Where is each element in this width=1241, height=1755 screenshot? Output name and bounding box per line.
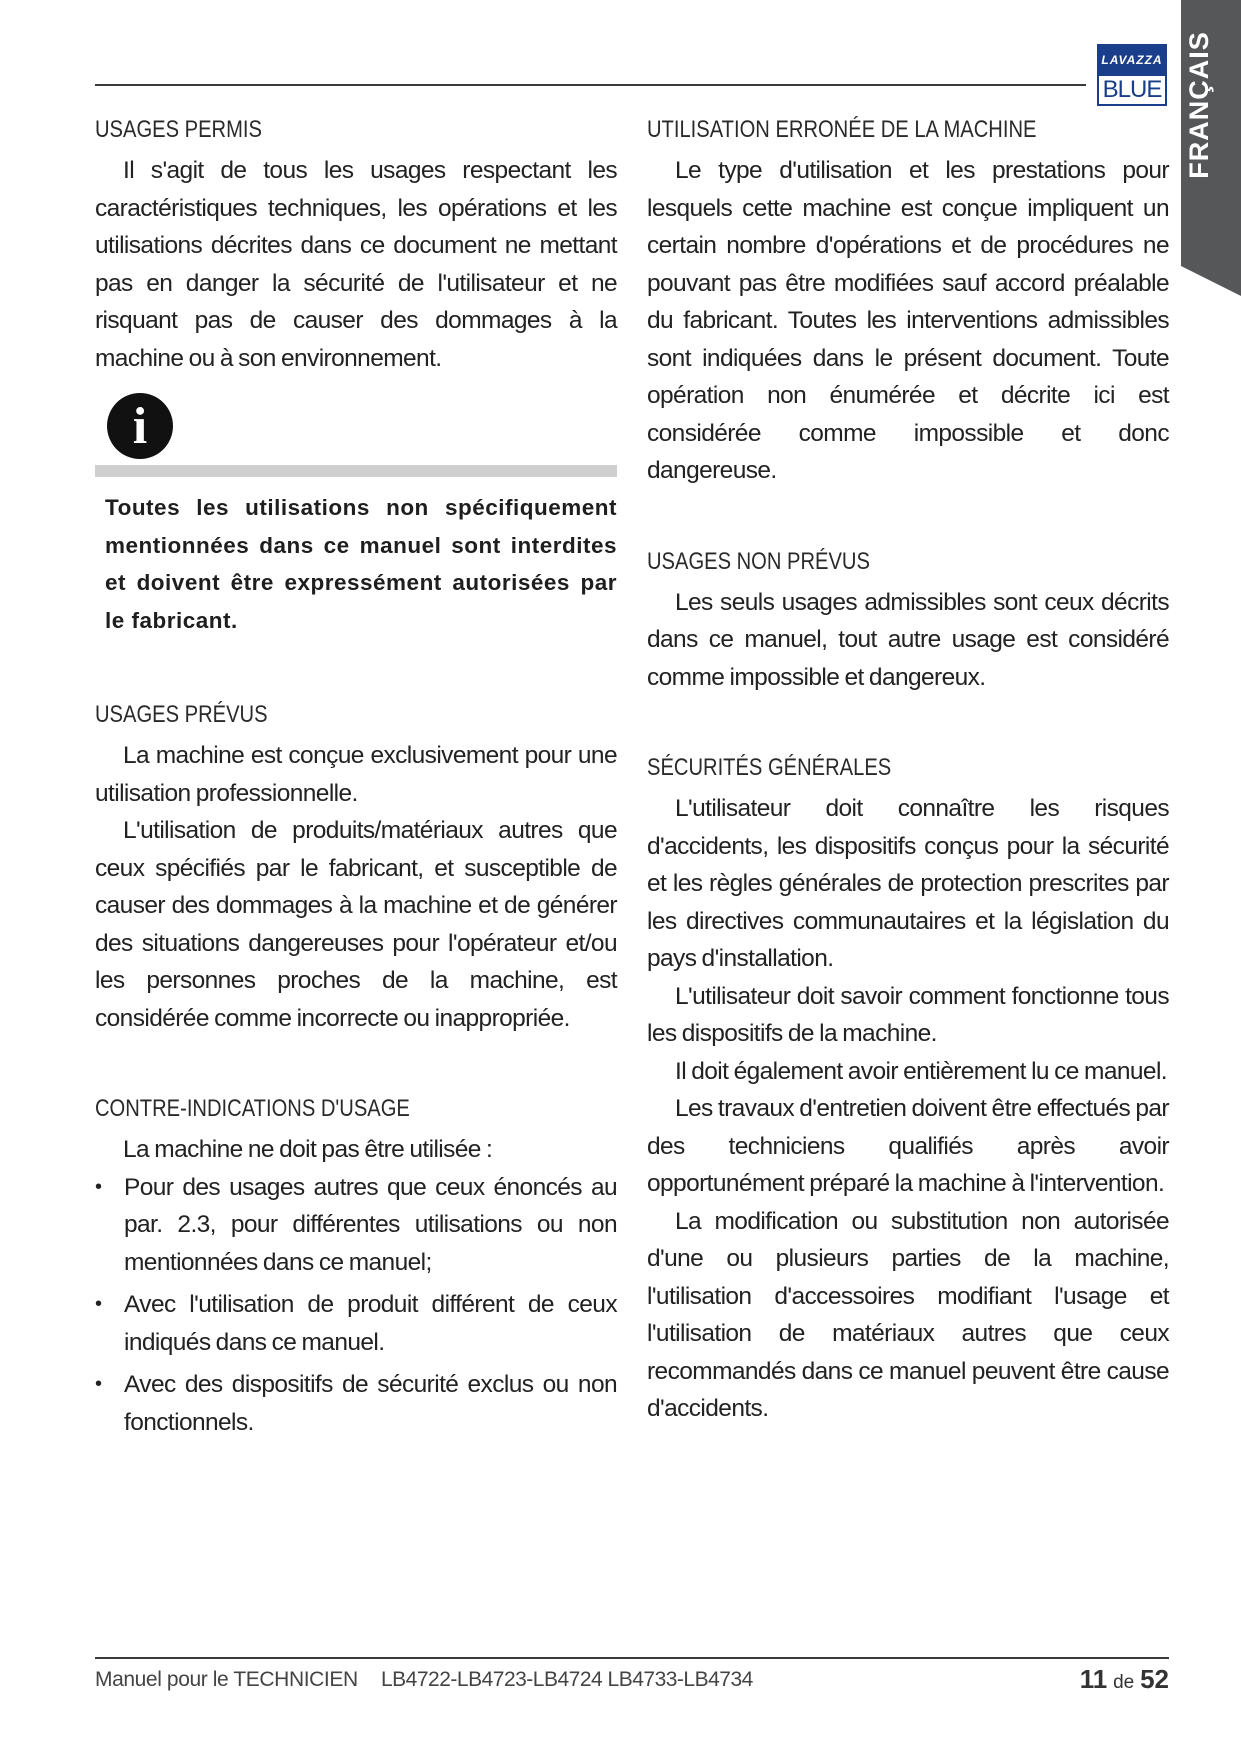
section-title: CONTRE-INDICATIONS D'USAGE xyxy=(95,1095,410,1122)
section-title: USAGES PERMIS xyxy=(95,116,262,143)
logo-wordmark: LAVAZZA xyxy=(1097,44,1167,76)
logo-blue-text: BLUE xyxy=(1097,76,1167,106)
section-utilisation-erronee xyxy=(647,110,1169,490)
left-column xyxy=(95,110,617,1446)
right-column xyxy=(647,110,1169,1428)
footer-model-list: LB4722-LB4723-LB4724 LB4733-LB4734 xyxy=(381,1668,753,1691)
section-title: UTILISATION ERRONÉE DE LA MACHINE xyxy=(647,116,1037,143)
page-number xyxy=(1080,1664,1169,1695)
list-item-text: Avec l'utilisation de produit différent de ceux indiqués dans ce manuel. xyxy=(124,1291,617,1356)
section-contre-indications xyxy=(95,1089,617,1441)
section-usages-permis xyxy=(95,110,617,377)
footer-manual-title: Manuel pour le TECHNICIEN xyxy=(95,1668,358,1691)
section-title: SÉCURITÉS GÉNÉRALES xyxy=(647,754,892,781)
list-item-text: Pour des usages autres que ceux énoncés au par. 2.3, pour différentes utilisations ou non mentionnées dans ce manuel; xyxy=(124,1173,617,1276)
header-rule xyxy=(95,84,1086,86)
paragraph: Les travaux d'entretien doivent être effectués par des techniciens qualifiés après avoir opportunément préparé la machine à l'intervention. xyxy=(647,1095,1169,1197)
info-icon: i xyxy=(107,393,173,459)
bullet-list xyxy=(95,1169,617,1442)
list-item-text: Avec des dispositifs de sécurité exclus ou non fonctionnels. xyxy=(124,1371,617,1436)
section-usages-non-prevus xyxy=(647,542,1169,697)
current-page: 11 xyxy=(1079,1664,1108,1694)
section-securites-generales xyxy=(647,748,1169,1428)
paragraph: La modification ou substitution non autorisée d'une ou plusieurs parties de la machine, l'utilisation d'accessoires modifiant l'usage et l'utilisation de matériaux autres que ceux recommandés dans ce manuel peuvent être cause d'accidents. xyxy=(647,1207,1169,1422)
bullet-icon: • xyxy=(95,1293,102,1315)
bullet-icon: • xyxy=(95,1175,102,1198)
note-divider xyxy=(95,465,617,477)
info-note xyxy=(95,393,617,639)
paragraph: La machine est conçue exclusivement pour une utilisation professionnelle. xyxy=(95,742,617,807)
paragraph: L'utilisateur doit savoir comment fonctionne tous les dispositifs de la machine. xyxy=(647,982,1169,1047)
bullet-icon: • xyxy=(95,1373,102,1395)
footer-rule xyxy=(95,1657,1169,1659)
section-title: USAGES NON PRÉVUS xyxy=(647,547,870,575)
note-text: Toutes les utilisations non spécifiquement mentionnées dans ce manuel sont interdites et doivent être expressément autorisées par le fabricant. xyxy=(105,495,617,633)
section-usages-prevus xyxy=(95,695,617,1037)
section-title: USAGES PRÉVUS xyxy=(95,701,268,728)
paragraph: Les seuls usages admissibles sont ceux décrits dans ce manuel, tout autre usage est considéré comme impossible et dangereux. xyxy=(647,588,1169,691)
lavazza-blue-logo xyxy=(1097,44,1167,108)
total-pages: 52 xyxy=(1140,1664,1169,1694)
page-footer xyxy=(95,1664,1169,1698)
language-tab-label: FRANÇAIS xyxy=(1184,31,1214,179)
paragraph: Il doit également avoir entièrement lu ce manuel. xyxy=(675,1057,1168,1085)
paragraph: La machine ne doit pas être utilisée : xyxy=(123,1136,493,1163)
paragraph: Le type d'utilisation et les prestations pour lesquels cette machine est conçue impliquent un certain nombre d'opérations et de procédures ne pouvant pas être modifiées sauf accord préalable du fabricant. Toutes les interventions admissibles sont indiquées dans le présent document. Toute opération non énumérée et décrite ici est considérée comme impossible et donc dangereuse. xyxy=(647,157,1169,484)
list-item xyxy=(95,1366,617,1441)
paragraph: L'utilisateur doit connaître les risques d'accidents, les dispositifs conçus pour la sécurité et les règles générales de protection prescrites par les directives communautaires et la législation du pays d'installation. xyxy=(647,795,1169,972)
list-item xyxy=(95,1286,617,1361)
paragraph: Il s'agit de tous les usages respectant les caractéristiques techniques, les opérations et les utilisations décrites dans ce document ne mettant pas en danger la sécurité de l'utilisateur et ne risquant pas de causer des dommages à la machine ou à son environnement. xyxy=(95,157,617,372)
paragraph: L'utilisation de produits/matériaux autres que ceux spécifiés par le fabricant, et susceptible de causer des dommages à la machine et de générer des situations dangereuses pour l'opérateur et/ou les personnes proches de la machine, est considérée comme incorrecte ou inappropriée. xyxy=(95,817,617,1032)
list-item xyxy=(95,1169,617,1282)
page-of: de xyxy=(1113,1672,1135,1693)
